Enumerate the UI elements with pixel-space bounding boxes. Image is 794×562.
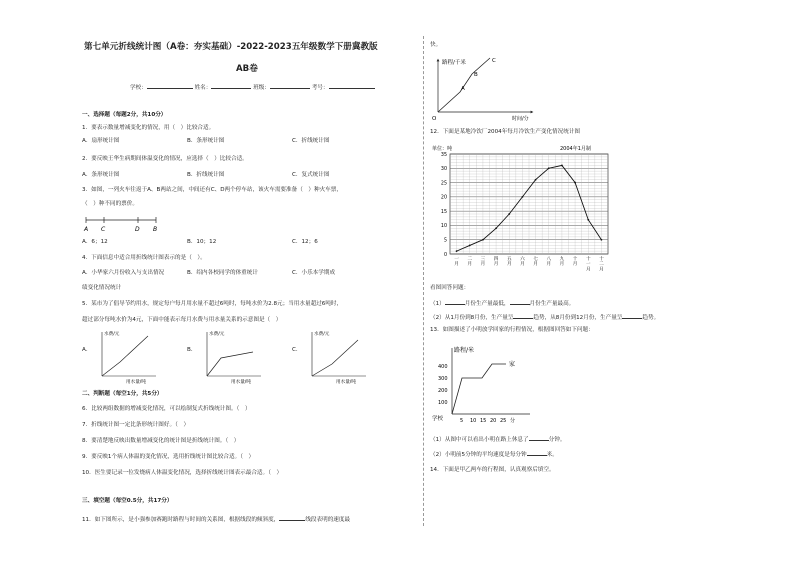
- x-axis-label: 时间/分: [512, 116, 529, 122]
- question-11: [82, 514, 350, 524]
- point-b-label: B: [474, 72, 478, 78]
- q4-option-a[interactable]: A．小华家六月份收入与支出情况: [82, 270, 165, 276]
- data-point: [469, 245, 471, 247]
- q2-option-c[interactable]: C．复式统计图: [292, 172, 330, 178]
- judge-item-8: 8．要清楚地反映出数量增减变化的统计图是折线统计图。（ ）: [82, 438, 240, 444]
- x-tick-label: 月: [493, 262, 499, 268]
- data-point: [456, 250, 458, 252]
- class-field[interactable]: [270, 82, 310, 89]
- data-point: [561, 165, 563, 167]
- station-a-label: A: [84, 226, 89, 233]
- judge-item-9: 9．要反映1个病人体温的变化情况，选用折线统计图比较合适。（ ）: [82, 454, 255, 460]
- x-tick-label: 月: [506, 262, 512, 268]
- q13-speed-blank[interactable]: [527, 449, 547, 456]
- q13-rest-minutes-blank[interactable]: [529, 434, 549, 441]
- q4-option-c[interactable]: C．小乐本学期成: [292, 270, 336, 276]
- q11-answer-blank[interactable]: [279, 514, 305, 521]
- station-b-label: B: [153, 226, 158, 233]
- question-11-tail: 线段表明的速度最: [305, 517, 351, 523]
- point-c-label: C: [492, 58, 496, 64]
- question-2: 2．要反映王华生病期间体温变化的情况，应选择（ ）比较合适。: [82, 156, 248, 162]
- fee-line: [102, 336, 148, 376]
- q12-highest-month-blank[interactable]: [510, 298, 530, 305]
- section3-heading: 三、填空题（每空0.5分，共17分）: [82, 498, 173, 504]
- x-axis-label: 用水量/吨: [336, 380, 356, 385]
- q5-option-graph: [197, 328, 267, 386]
- y-axis-label: 路程/米: [454, 347, 475, 354]
- distance-line: [438, 58, 490, 112]
- question-14: 14．下面是甲乙两车的行程图，认真观察后填空。: [430, 467, 555, 473]
- y-axis-label: 水费/元: [314, 332, 330, 337]
- q4-option-b[interactable]: B．绍内各校同学的体重统计: [187, 270, 258, 276]
- q4-option-c-cont: 绩变化情况统计: [82, 285, 122, 291]
- data-point: [601, 239, 603, 241]
- question-3: 3．如图，一列火车往返于A、B两站之间，中间还有C、D两个停车站，该火车需要准备（ ）种火车票，: [82, 187, 342, 193]
- q5-option-label[interactable]: B．: [187, 347, 197, 353]
- x-tick-label: 十: [599, 257, 604, 262]
- q3-option-b[interactable]: B．10；12: [187, 239, 217, 245]
- y-tick-label: 15: [440, 209, 447, 215]
- q1-option-a[interactable]: A．扇形统计图: [82, 138, 120, 144]
- x-axis-label: 用水量/吨: [126, 380, 146, 385]
- school-start-label: 学校: [432, 416, 444, 422]
- x-tick-label: 七: [533, 257, 538, 262]
- fee-line: [312, 340, 358, 376]
- data-point: [508, 213, 510, 215]
- x-tick-label: 十: [585, 257, 591, 262]
- home-label: 家: [509, 361, 516, 368]
- chart-unit-label: 单位：吨: [432, 146, 453, 152]
- column-divider: [423, 36, 424, 526]
- q13-b2-text: 米。: [546, 452, 558, 458]
- x-tick-label: 月: [546, 262, 552, 268]
- point-a-label: A: [461, 86, 465, 92]
- x-tick-label: 月: [585, 267, 591, 273]
- q3-option-c[interactable]: C．12；6: [292, 239, 318, 245]
- y-tick-label: 10: [440, 224, 447, 230]
- chart-date-label: 2004年1月制: [560, 146, 591, 152]
- q11-distance-time-graph: [430, 54, 540, 122]
- name-label: 姓名：: [194, 85, 212, 91]
- q12-answer-1: [430, 298, 574, 308]
- q12-b2-text: 趋势，从8月份到12月份，生产量呈: [533, 315, 623, 321]
- x-tick-label: 二: [599, 262, 604, 268]
- q12-b3-text: 趋势。: [642, 315, 660, 321]
- q5-option-graph: [92, 328, 162, 386]
- data-point: [574, 182, 576, 184]
- y-tick-label: 30: [440, 167, 447, 173]
- y-axis-label: 水费/元: [104, 332, 120, 337]
- chart-x-ticks: [454, 255, 604, 272]
- question-3-cont: （ ）种不同的票价。: [82, 201, 138, 207]
- q12-trend2-blank[interactable]: [622, 312, 642, 319]
- question-11-cont: 快。: [430, 42, 442, 48]
- page-title: 第七单元折线统计图（A卷：夯实基础）-2022-2023五年级数学下册冀教版: [84, 42, 378, 52]
- y-tick-400: 400: [438, 364, 448, 370]
- chart-y-ticks: [441, 152, 447, 258]
- q12-a2-text: 月份生产量最低，: [464, 301, 510, 307]
- q12-answer-2: [430, 312, 659, 322]
- x-tick-label: 一: [454, 257, 459, 262]
- number-field[interactable]: [329, 82, 375, 89]
- x-tick-label: 十: [572, 257, 578, 262]
- school-field[interactable]: [147, 82, 193, 89]
- x-tick-label: 三: [480, 257, 486, 262]
- q12-trend1-blank[interactable]: [513, 312, 533, 319]
- name-field[interactable]: [211, 82, 251, 89]
- data-point: [482, 239, 484, 241]
- school-label: 学校：: [130, 85, 147, 91]
- question-12: 12．下面是某地冷饮厂2004年每月冷饮生产变化情况统计图: [430, 129, 581, 135]
- question-4: 4．下面信息中适合用折线统计图表示的是（ ）。: [82, 255, 206, 261]
- page-title-line2: AB卷: [236, 64, 258, 74]
- fee-line: [207, 352, 253, 376]
- y-tick-100: 100: [438, 400, 448, 406]
- y-tick-200: 200: [438, 388, 448, 394]
- data-point: [548, 167, 550, 169]
- chart-grid: [450, 154, 608, 254]
- y-axis-label: 水费/元: [209, 332, 225, 337]
- judge-item-7: 7．折线统计图一定比条形统计图好。（ ）: [82, 422, 190, 428]
- student-info-row: [130, 82, 375, 92]
- q1-option-c[interactable]: C．折线统计图: [292, 138, 330, 144]
- q5-option-graph: [302, 328, 372, 386]
- section1-heading: 一、选择题（每题2分，共10分）: [82, 112, 167, 118]
- station-c-label: C: [101, 226, 106, 233]
- x-axis-label: 用水量/吨: [231, 380, 251, 385]
- q2-option-a[interactable]: A．条形统计图: [82, 172, 120, 178]
- q12-cold-drink-chart: [430, 142, 615, 280]
- q3-option-a[interactable]: A．6；12: [82, 239, 108, 245]
- walk-line: [452, 364, 506, 414]
- class-label: 班级：: [253, 85, 270, 91]
- x-tick-label: 八: [546, 257, 552, 262]
- x-axis-unit: 分: [510, 418, 516, 424]
- data-point: [495, 227, 497, 229]
- question-1: 1．要表示数量增减变化的情况，用（ ）比较合适。: [82, 125, 215, 131]
- y-tick-label: 20: [440, 195, 447, 201]
- x-tick-label: 月: [599, 267, 604, 273]
- data-point: [587, 219, 589, 221]
- x-tick-label: 五: [506, 257, 512, 262]
- y-tick-label: 25: [440, 181, 447, 187]
- judge-item-10: 10．医生要记录一位发烧病人体温变化情况，选择折线统计图表示最合适。（ ）: [82, 470, 283, 476]
- y-tick-label: 5: [443, 238, 447, 244]
- q5-option-label[interactable]: C．: [292, 347, 302, 353]
- q13-a1-text: （1）从图中可以看出小明在路上休息了: [430, 437, 529, 443]
- q13-walk-home-graph: [430, 342, 540, 424]
- x-tick-5: 5: [460, 418, 464, 424]
- x-tick-label: 一: [585, 262, 591, 268]
- x-tick-label: 六: [520, 257, 525, 262]
- question-5: 5．某市为了倡导节约用水，规定每户每月用水量不超过6吨时，每吨水价为2.8元；当用水量超过6吨时，: [82, 301, 343, 307]
- q12-lowest-month-blank[interactable]: [445, 298, 465, 305]
- question-11-text: 11．如下图所示，是小强参加赛跑时路程与时间的关系图，根据线段的倾斜度，: [82, 517, 280, 523]
- section2-heading: 二、判断题（每空1分，共5分）: [82, 391, 163, 397]
- q13-answer-1: [430, 434, 565, 444]
- origin-label: O: [432, 116, 437, 122]
- x-tick-label: 月: [467, 262, 473, 268]
- x-tick-label: 月: [533, 262, 538, 268]
- x-tick-label: 月: [572, 262, 578, 268]
- q5-option-label[interactable]: A．: [82, 347, 92, 353]
- q12-a3-text: 月份生产量最高。: [529, 301, 575, 307]
- x-tick-10: 10: [470, 418, 477, 424]
- q3-station-diagram: [82, 215, 162, 233]
- judge-item-6: 6．比较两组数据的增减变化情况，可以绘制复式折线统计图。（ ）: [82, 406, 251, 412]
- q13-answer-2: [430, 449, 558, 459]
- q12-a1-prefix: （1）: [430, 301, 445, 307]
- x-tick-label: 九: [559, 257, 565, 262]
- x-tick-20: 20: [490, 418, 497, 424]
- q13-b1-text: （2）小明前5分钟的平均速度是每分钟: [430, 452, 527, 458]
- y-tick-300: 300: [438, 376, 448, 382]
- q13-a2-text: 分钟。: [548, 437, 566, 443]
- x-tick-label: 月: [520, 262, 525, 268]
- data-point: [522, 196, 524, 198]
- station-d-label: D: [135, 226, 140, 233]
- y-tick-label: 35: [440, 152, 447, 158]
- q2-option-b[interactable]: B．折线统计图: [187, 172, 225, 178]
- x-tick-label: 月: [559, 262, 565, 268]
- q12-review-label: 看图回答问题：: [430, 285, 470, 291]
- x-tick-label: 月: [480, 262, 486, 268]
- y-tick-label: 0: [443, 252, 447, 258]
- x-tick-15: 15: [480, 418, 487, 424]
- x-tick-label: 月: [454, 262, 459, 268]
- x-tick-25: 25: [500, 418, 507, 424]
- question-13: 13．如图描述了小明放学回家的行程情况，根据图回答如下问题：: [430, 327, 594, 333]
- y-axis-label: 路程/千米: [442, 60, 466, 66]
- question-5-cont: 超过部分每吨水价为4元，下面中能表示每月水费与用水量关系的示意图是（ ）: [82, 317, 282, 323]
- x-tick-label: 二: [467, 257, 473, 262]
- data-point: [535, 179, 537, 181]
- number-label: 考号：: [311, 85, 329, 91]
- q12-b1-text: （2）从1月份到8月份，生产量呈: [430, 315, 514, 321]
- x-tick-label: 四: [493, 257, 499, 262]
- q1-option-b[interactable]: B．条形统计图: [187, 138, 225, 144]
